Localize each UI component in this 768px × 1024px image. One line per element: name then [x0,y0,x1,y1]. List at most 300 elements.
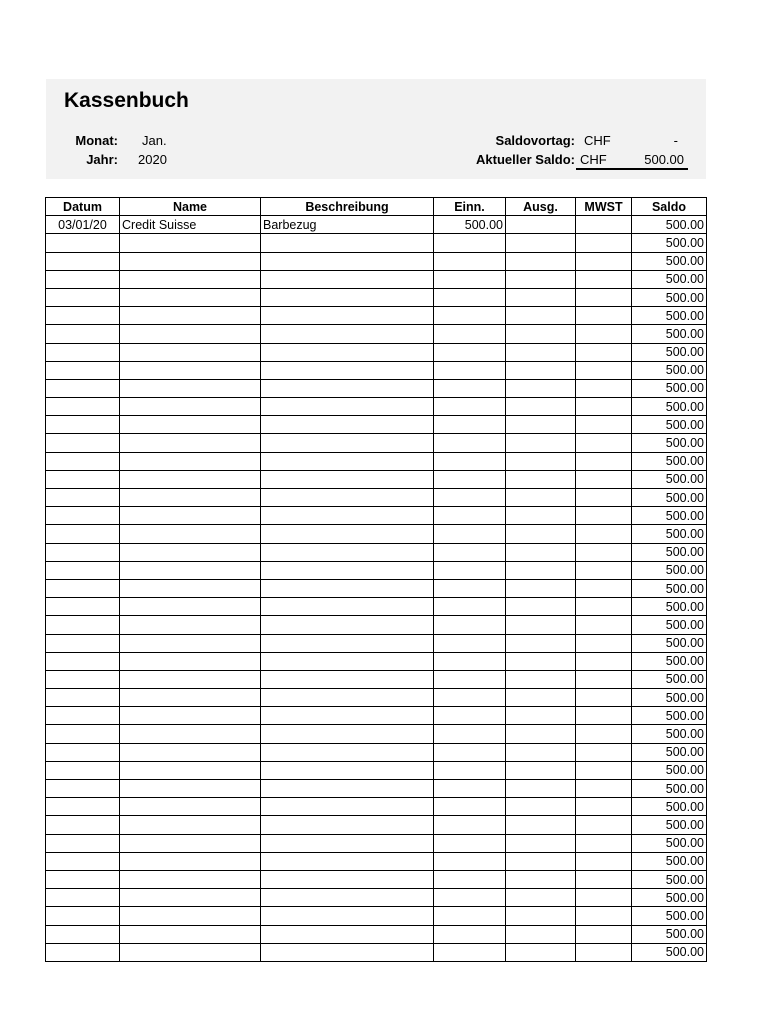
cell-balance[interactable]: 500.00 [632,852,707,870]
cell-income[interactable] [434,634,506,652]
cell-name[interactable]: Credit Suisse [120,216,261,234]
cell-date[interactable] [46,780,120,798]
cell-description[interactable] [261,579,434,597]
cell-balance[interactable]: 500.00 [632,234,707,252]
cell-income[interactable] [434,907,506,925]
cell-date[interactable] [46,707,120,725]
cell-name[interactable] [120,579,261,597]
cell-balance[interactable]: 500.00 [632,288,707,306]
table-row [46,725,707,743]
cell-vat[interactable] [576,252,632,270]
cell-description[interactable] [261,270,434,288]
cell-expense[interactable] [506,725,576,743]
cell-name[interactable] [120,379,261,397]
cell-name[interactable] [120,470,261,488]
cell-vat[interactable] [576,398,632,416]
cell-vat[interactable] [576,907,632,925]
cell-date[interactable] [46,288,120,306]
cell-description[interactable] [261,907,434,925]
cell-vat[interactable] [576,616,632,634]
cell-income[interactable]: 500.00 [434,216,506,234]
cell-income[interactable] [434,834,506,852]
cell-date[interactable]: 03/01/20 [46,216,120,234]
cell-income[interactable] [434,416,506,434]
cell-balance[interactable]: 500.00 [632,470,707,488]
cell-description[interactable] [261,852,434,870]
cell-date[interactable] [46,943,120,961]
cell-income[interactable] [434,561,506,579]
cell-description[interactable] [261,489,434,507]
cell-vat[interactable] [576,761,632,779]
cell-date[interactable] [46,816,120,834]
cell-vat[interactable] [576,561,632,579]
cell-description[interactable]: Barbezug [261,216,434,234]
cell-date[interactable] [46,416,120,434]
cell-name[interactable] [120,270,261,288]
cell-date[interactable] [46,925,120,943]
cell-vat[interactable] [576,489,632,507]
cell-description[interactable] [261,889,434,907]
cell-expense[interactable] [506,870,576,888]
cell-income[interactable] [434,780,506,798]
cell-expense[interactable] [506,943,576,961]
cell-balance[interactable]: 500.00 [632,834,707,852]
cell-name[interactable] [120,652,261,670]
cell-vat[interactable] [576,816,632,834]
cell-balance[interactable]: 500.00 [632,870,707,888]
cell-description[interactable] [261,943,434,961]
cell-name[interactable] [120,616,261,634]
cell-description[interactable] [261,361,434,379]
cell-balance[interactable]: 500.00 [632,889,707,907]
cell-name[interactable] [120,234,261,252]
cell-vat[interactable] [576,379,632,397]
cell-date[interactable] [46,343,120,361]
cell-balance[interactable]: 500.00 [632,543,707,561]
cell-vat[interactable] [576,743,632,761]
cell-income[interactable] [434,343,506,361]
cell-income[interactable] [434,270,506,288]
cell-income[interactable] [434,398,506,416]
cell-expense[interactable] [506,434,576,452]
cell-balance[interactable]: 500.00 [632,507,707,525]
cell-balance[interactable]: 500.00 [632,725,707,743]
cell-expense[interactable] [506,834,576,852]
cell-balance[interactable]: 500.00 [632,343,707,361]
cell-expense[interactable] [506,288,576,306]
cell-balance[interactable]: 500.00 [632,689,707,707]
cell-date[interactable] [46,543,120,561]
cell-balance[interactable]: 500.00 [632,598,707,616]
cell-vat[interactable] [576,707,632,725]
cell-name[interactable] [120,634,261,652]
cell-expense[interactable] [506,270,576,288]
cell-expense[interactable] [506,379,576,397]
cell-vat[interactable] [576,579,632,597]
cell-expense[interactable] [506,816,576,834]
cell-balance[interactable]: 500.00 [632,325,707,343]
table-row [46,634,707,652]
cell-income[interactable] [434,670,506,688]
cell-income[interactable] [434,761,506,779]
cell-income[interactable] [434,470,506,488]
cell-name[interactable] [120,288,261,306]
cell-expense[interactable] [506,343,576,361]
cell-expense[interactable] [506,525,576,543]
cell-expense[interactable] [506,507,576,525]
cell-balance[interactable]: 500.00 [632,616,707,634]
cell-name[interactable] [120,252,261,270]
cell-income[interactable] [434,252,506,270]
cell-expense[interactable] [506,598,576,616]
cell-date[interactable] [46,889,120,907]
cell-date[interactable] [46,907,120,925]
cell-expense[interactable] [506,361,576,379]
cell-income[interactable] [434,434,506,452]
cell-income[interactable] [434,889,506,907]
cell-balance[interactable]: 500.00 [632,489,707,507]
cell-expense[interactable] [506,780,576,798]
cell-income[interactable] [434,579,506,597]
cell-description[interactable] [261,816,434,834]
cell-name[interactable] [120,925,261,943]
cell-description[interactable] [261,598,434,616]
cell-date[interactable] [46,452,120,470]
cell-expense[interactable] [506,470,576,488]
cell-vat[interactable] [576,216,632,234]
cell-expense[interactable] [506,689,576,707]
cell-balance[interactable]: 500.00 [632,798,707,816]
cell-vat[interactable] [576,270,632,288]
cell-income[interactable] [434,689,506,707]
cell-balance[interactable]: 500.00 [632,307,707,325]
cell-date[interactable] [46,852,120,870]
cell-income[interactable] [434,489,506,507]
table-row [46,379,707,397]
cell-date[interactable] [46,598,120,616]
cell-description[interactable] [261,798,434,816]
cell-income[interactable] [434,361,506,379]
cell-description[interactable] [261,343,434,361]
cell-vat[interactable] [576,525,632,543]
cell-expense[interactable] [506,234,576,252]
cell-vat[interactable] [576,870,632,888]
cell-vat[interactable] [576,889,632,907]
cell-vat[interactable] [576,307,632,325]
cell-income[interactable] [434,925,506,943]
month-value[interactable]: Jan. [142,133,167,148]
cell-name[interactable] [120,907,261,925]
cell-date[interactable] [46,252,120,270]
cell-name[interactable] [120,852,261,870]
cell-expense[interactable] [506,707,576,725]
cell-date[interactable] [46,798,120,816]
cell-income[interactable] [434,452,506,470]
cell-expense[interactable] [506,416,576,434]
cell-balance[interactable]: 500.00 [632,561,707,579]
cell-vat[interactable] [576,234,632,252]
cell-description[interactable] [261,525,434,543]
cell-expense[interactable] [506,216,576,234]
cell-income[interactable] [434,743,506,761]
cell-name[interactable] [120,343,261,361]
cell-description[interactable] [261,470,434,488]
cell-description[interactable] [261,780,434,798]
cell-name[interactable] [120,598,261,616]
cell-date[interactable] [46,307,120,325]
cell-name[interactable] [120,561,261,579]
cell-vat[interactable] [576,689,632,707]
cell-vat[interactable] [576,634,632,652]
cell-date[interactable] [46,525,120,543]
cell-date[interactable] [46,616,120,634]
cell-expense[interactable] [506,798,576,816]
cell-vat[interactable] [576,725,632,743]
table-row [46,361,707,379]
cell-name[interactable] [120,325,261,343]
cell-name[interactable] [120,361,261,379]
cell-description[interactable] [261,689,434,707]
cell-balance[interactable]: 500.00 [632,579,707,597]
cell-name[interactable] [120,943,261,961]
cell-date[interactable] [46,234,120,252]
cell-vat[interactable] [576,943,632,961]
cell-name[interactable] [120,743,261,761]
cell-name[interactable] [120,816,261,834]
cell-name[interactable] [120,452,261,470]
cell-vat[interactable] [576,852,632,870]
cell-balance[interactable]: 500.00 [632,925,707,943]
cell-name[interactable] [120,761,261,779]
cell-income[interactable] [434,525,506,543]
cell-balance[interactable]: 500.00 [632,361,707,379]
cell-expense[interactable] [506,670,576,688]
cell-vat[interactable] [576,925,632,943]
cell-vat[interactable] [576,343,632,361]
cell-vat[interactable] [576,670,632,688]
cell-name[interactable] [120,307,261,325]
cell-expense[interactable] [506,252,576,270]
cell-date[interactable] [46,434,120,452]
cell-date[interactable] [46,507,120,525]
cell-description[interactable] [261,325,434,343]
cell-description[interactable] [261,616,434,634]
cell-income[interactable] [434,288,506,306]
cell-date[interactable] [46,761,120,779]
cell-name[interactable] [120,798,261,816]
cell-expense[interactable] [506,761,576,779]
cell-name[interactable] [120,543,261,561]
cell-expense[interactable] [506,852,576,870]
cell-expense[interactable] [506,561,576,579]
cell-vat[interactable] [576,434,632,452]
cell-description[interactable] [261,634,434,652]
cell-description[interactable] [261,234,434,252]
cell-date[interactable] [46,270,120,288]
cell-description[interactable] [261,743,434,761]
cell-name[interactable] [120,398,261,416]
cell-name[interactable] [120,507,261,525]
cell-date[interactable] [46,470,120,488]
cell-income[interactable] [434,816,506,834]
cell-vat[interactable] [576,834,632,852]
cell-balance[interactable]: 500.00 [632,670,707,688]
cell-vat[interactable] [576,325,632,343]
cell-income[interactable] [434,725,506,743]
cell-balance[interactable]: 500.00 [632,252,707,270]
cell-date[interactable] [46,634,120,652]
cell-date[interactable] [46,834,120,852]
cell-expense[interactable] [506,398,576,416]
cell-income[interactable] [434,543,506,561]
cell-income[interactable] [434,307,506,325]
cell-description[interactable] [261,925,434,943]
cell-description[interactable] [261,707,434,725]
cell-income[interactable] [434,870,506,888]
cell-vat[interactable] [576,652,632,670]
cell-date[interactable] [46,689,120,707]
balance-value: 500.00 [644,152,684,167]
cell-vat[interactable] [576,598,632,616]
table-row [46,816,707,834]
cell-balance[interactable]: 500.00 [632,525,707,543]
cell-name[interactable] [120,889,261,907]
cell-name[interactable] [120,725,261,743]
cell-balance[interactable]: 500.00 [632,816,707,834]
cell-balance[interactable]: 500.00 [632,761,707,779]
cell-balance[interactable]: 500.00 [632,707,707,725]
cell-date[interactable] [46,325,120,343]
cell-income[interactable] [434,379,506,397]
cell-expense[interactable] [506,616,576,634]
cell-date[interactable] [46,489,120,507]
cell-description[interactable] [261,870,434,888]
cell-expense[interactable] [506,907,576,925]
cell-balance[interactable]: 500.00 [632,452,707,470]
cell-name[interactable] [120,834,261,852]
cell-income[interactable] [434,616,506,634]
cell-balance[interactable]: 500.00 [632,416,707,434]
cell-name[interactable] [120,707,261,725]
year-value[interactable]: 2020 [138,152,167,167]
cell-expense[interactable] [506,307,576,325]
cell-balance[interactable]: 500.00 [632,780,707,798]
cell-balance[interactable]: 500.00 [632,943,707,961]
cell-income[interactable] [434,943,506,961]
cell-expense[interactable] [506,743,576,761]
carryover-value[interactable]: - [673,133,678,148]
cell-expense[interactable] [506,652,576,670]
cell-date[interactable] [46,652,120,670]
cell-description[interactable] [261,834,434,852]
cell-description[interactable] [261,652,434,670]
cell-description[interactable] [261,434,434,452]
cell-description[interactable] [261,307,434,325]
cell-date[interactable] [46,670,120,688]
cell-vat[interactable] [576,470,632,488]
cell-vat[interactable] [576,507,632,525]
cell-description[interactable] [261,252,434,270]
cell-name[interactable] [120,434,261,452]
cell-date[interactable] [46,870,120,888]
cell-description[interactable] [261,561,434,579]
cell-date[interactable] [46,561,120,579]
cell-date[interactable] [46,361,120,379]
cell-income[interactable] [434,652,506,670]
cell-name[interactable] [120,525,261,543]
cell-income[interactable] [434,798,506,816]
cell-description[interactable] [261,288,434,306]
cell-expense[interactable] [506,634,576,652]
cell-income[interactable] [434,598,506,616]
cell-balance[interactable]: 500.00 [632,634,707,652]
column-header-vat: MWST [576,198,632,216]
cell-balance[interactable]: 500.00 [632,379,707,397]
cell-balance[interactable]: 500.00 [632,270,707,288]
cell-date[interactable] [46,379,120,397]
cell-balance[interactable]: 500.00 [632,743,707,761]
cell-expense[interactable] [506,889,576,907]
table-row [46,470,707,488]
cell-description[interactable] [261,507,434,525]
cell-description[interactable] [261,670,434,688]
cell-vat[interactable] [576,798,632,816]
cell-date[interactable] [46,398,120,416]
cell-description[interactable] [261,543,434,561]
cell-date[interactable] [46,743,120,761]
cell-balance[interactable]: 500.00 [632,907,707,925]
cell-description[interactable] [261,379,434,397]
cell-vat[interactable] [576,361,632,379]
cell-expense[interactable] [506,543,576,561]
cell-name[interactable] [120,689,261,707]
cell-description[interactable] [261,725,434,743]
carryover-currency: CHF [584,133,611,148]
cell-expense[interactable] [506,325,576,343]
cell-income[interactable] [434,707,506,725]
cell-balance[interactable]: 500.00 [632,652,707,670]
cell-description[interactable] [261,416,434,434]
cell-balance[interactable]: 500.00 [632,398,707,416]
cell-vat[interactable] [576,452,632,470]
cell-income[interactable] [434,234,506,252]
cell-name[interactable] [120,416,261,434]
cell-description[interactable] [261,761,434,779]
cell-income[interactable] [434,325,506,343]
cell-vat[interactable] [576,416,632,434]
cell-income[interactable] [434,852,506,870]
cell-expense[interactable] [506,452,576,470]
cell-description[interactable] [261,398,434,416]
cell-vat[interactable] [576,288,632,306]
cell-name[interactable] [120,780,261,798]
cell-name[interactable] [120,670,261,688]
cell-description[interactable] [261,452,434,470]
cell-expense[interactable] [506,925,576,943]
cell-name[interactable] [120,870,261,888]
cell-expense[interactable] [506,579,576,597]
cell-vat[interactable] [576,543,632,561]
cell-date[interactable] [46,725,120,743]
cell-date[interactable] [46,579,120,597]
cell-vat[interactable] [576,780,632,798]
cell-balance[interactable]: 500.00 [632,434,707,452]
table-row [46,907,707,925]
cell-income[interactable] [434,507,506,525]
cell-name[interactable] [120,489,261,507]
cell-expense[interactable] [506,489,576,507]
cell-balance[interactable]: 500.00 [632,216,707,234]
